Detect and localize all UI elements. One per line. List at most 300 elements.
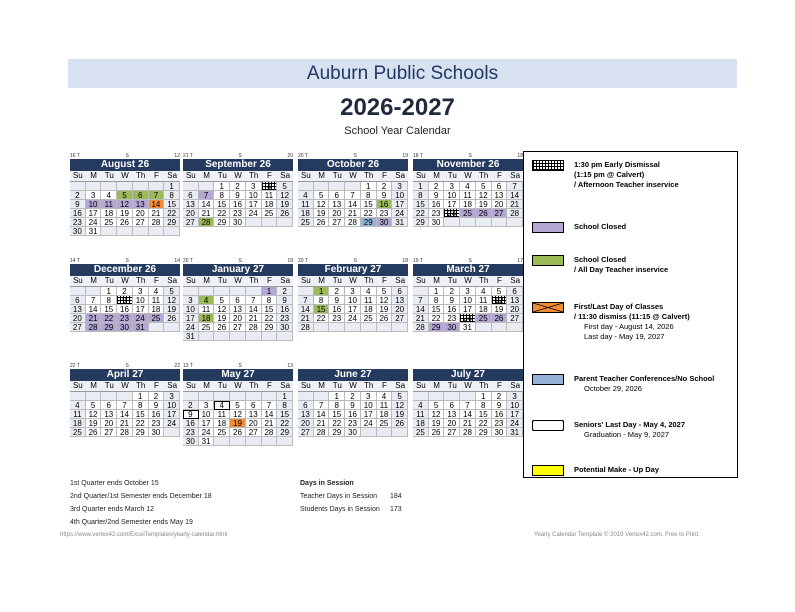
day-cell[interactable]: 29 bbox=[277, 428, 293, 437]
day-cell[interactable]: 1 bbox=[262, 287, 278, 296]
day-cell[interactable]: 9 bbox=[183, 410, 199, 419]
day-cell[interactable]: 13 bbox=[101, 410, 117, 419]
day-cell[interactable]: 22 bbox=[429, 314, 445, 323]
day-cell[interactable]: 23 bbox=[70, 218, 86, 227]
day-cell[interactable]: 13 bbox=[246, 410, 262, 419]
day-cell[interactable]: 30 bbox=[492, 428, 508, 437]
day-cell[interactable]: 16 bbox=[230, 200, 246, 209]
day-cell[interactable]: 29 bbox=[101, 323, 117, 332]
day-cell[interactable]: 3 bbox=[392, 182, 408, 191]
day-cell[interactable]: 10 bbox=[444, 191, 460, 200]
day-cell[interactable]: 8 bbox=[361, 191, 377, 200]
day-cell[interactable]: 20 bbox=[230, 314, 246, 323]
day-cell[interactable]: 9 bbox=[429, 191, 445, 200]
day-cell[interactable]: 18 bbox=[262, 200, 278, 209]
day-cell[interactable]: 20 bbox=[133, 209, 149, 218]
day-cell[interactable]: 21 bbox=[262, 419, 278, 428]
day-cell[interactable]: 10 bbox=[199, 410, 215, 419]
day-cell[interactable]: 3 bbox=[507, 392, 523, 401]
day-cell[interactable]: 28 bbox=[413, 323, 429, 332]
day-cell[interactable]: 23 bbox=[329, 314, 345, 323]
day-cell[interactable]: 8 bbox=[476, 401, 492, 410]
day-cell[interactable]: 15 bbox=[329, 410, 345, 419]
day-cell[interactable]: 19 bbox=[277, 200, 293, 209]
day-cell[interactable]: 16 bbox=[492, 410, 508, 419]
day-cell[interactable]: 7 bbox=[199, 191, 215, 200]
day-cell[interactable]: 7 bbox=[507, 182, 523, 191]
day-cell[interactable]: 12 bbox=[86, 410, 102, 419]
day-cell[interactable]: 4 bbox=[476, 287, 492, 296]
day-cell[interactable]: 5 bbox=[392, 392, 408, 401]
day-cell[interactable]: 1 bbox=[413, 182, 429, 191]
day-cell[interactable]: 23 bbox=[230, 209, 246, 218]
day-cell[interactable]: 19 bbox=[377, 305, 393, 314]
day-cell[interactable]: 31 bbox=[507, 428, 523, 437]
day-cell[interactable]: 14 bbox=[262, 410, 278, 419]
day-cell[interactable]: 20 bbox=[101, 419, 117, 428]
day-cell[interactable]: 7 bbox=[413, 296, 429, 305]
day-cell[interactable]: 4 bbox=[101, 191, 117, 200]
day-cell[interactable]: 5 bbox=[429, 401, 445, 410]
day-cell[interactable]: 28 bbox=[460, 428, 476, 437]
day-cell[interactable]: 11 bbox=[298, 200, 314, 209]
day-cell[interactable]: 4 bbox=[262, 182, 278, 191]
day-cell[interactable]: 29 bbox=[476, 428, 492, 437]
day-cell[interactable]: 4 bbox=[149, 287, 165, 296]
day-cell[interactable]: 1 bbox=[429, 287, 445, 296]
day-cell[interactable]: 10 bbox=[133, 296, 149, 305]
day-cell[interactable]: 8 bbox=[164, 191, 180, 200]
day-cell[interactable]: 23 bbox=[277, 314, 293, 323]
day-cell[interactable]: 1 bbox=[164, 182, 180, 191]
day-cell[interactable]: 23 bbox=[492, 419, 508, 428]
day-cell[interactable]: 10 bbox=[361, 401, 377, 410]
day-cell[interactable]: 14 bbox=[413, 305, 429, 314]
day-cell[interactable]: 10 bbox=[392, 191, 408, 200]
day-cell[interactable]: 17 bbox=[183, 314, 199, 323]
day-cell[interactable]: 27 bbox=[133, 218, 149, 227]
day-cell[interactable]: 7 bbox=[298, 296, 314, 305]
day-cell[interactable]: 3 bbox=[86, 191, 102, 200]
day-cell[interactable]: 18 bbox=[476, 305, 492, 314]
day-cell[interactable]: 30 bbox=[377, 218, 393, 227]
day-cell[interactable]: 12 bbox=[392, 401, 408, 410]
day-cell[interactable]: 17 bbox=[133, 305, 149, 314]
day-cell[interactable]: 12 bbox=[492, 296, 508, 305]
day-cell[interactable]: 25 bbox=[377, 419, 393, 428]
day-cell[interactable]: 30 bbox=[70, 227, 86, 236]
day-cell[interactable]: 11 bbox=[377, 401, 393, 410]
day-cell[interactable]: 18 bbox=[413, 419, 429, 428]
day-cell[interactable]: 21 bbox=[460, 419, 476, 428]
day-cell[interactable]: 3 bbox=[133, 287, 149, 296]
day-cell[interactable]: 26 bbox=[86, 428, 102, 437]
day-cell[interactable]: 14 bbox=[460, 410, 476, 419]
day-cell[interactable]: 5 bbox=[476, 182, 492, 191]
day-cell[interactable]: 7 bbox=[246, 296, 262, 305]
day-cell[interactable]: 3 bbox=[246, 182, 262, 191]
day-cell[interactable]: 18 bbox=[70, 419, 86, 428]
day-cell[interactable]: 16 bbox=[345, 410, 361, 419]
day-cell[interactable]: 18 bbox=[101, 209, 117, 218]
day-cell[interactable]: 18 bbox=[361, 305, 377, 314]
day-cell[interactable]: 25 bbox=[413, 428, 429, 437]
day-cell[interactable]: 13 bbox=[133, 200, 149, 209]
day-cell[interactable]: 13 bbox=[444, 410, 460, 419]
day-cell[interactable]: 23 bbox=[117, 314, 133, 323]
day-cell[interactable]: 11 bbox=[361, 296, 377, 305]
day-cell[interactable]: 8 bbox=[413, 191, 429, 200]
day-cell[interactable]: 14 bbox=[314, 410, 330, 419]
day-cell[interactable]: 1 bbox=[314, 287, 330, 296]
day-cell[interactable]: 31 bbox=[199, 437, 215, 446]
day-cell[interactable]: 30 bbox=[429, 218, 445, 227]
day-cell[interactable]: 9 bbox=[70, 200, 86, 209]
day-cell[interactable]: 18 bbox=[199, 314, 215, 323]
day-cell[interactable]: 10 bbox=[86, 200, 102, 209]
day-cell[interactable]: 28 bbox=[199, 218, 215, 227]
day-cell[interactable]: 17 bbox=[507, 410, 523, 419]
day-cell[interactable]: 2 bbox=[183, 401, 199, 410]
day-cell[interactable]: 13 bbox=[392, 296, 408, 305]
day-cell[interactable]: 16 bbox=[429, 200, 445, 209]
day-cell[interactable]: 25 bbox=[199, 323, 215, 332]
day-cell[interactable]: 6 bbox=[329, 191, 345, 200]
day-cell[interactable]: 31 bbox=[133, 323, 149, 332]
day-cell[interactable]: 11 bbox=[149, 296, 165, 305]
day-cell[interactable]: 19 bbox=[230, 419, 246, 428]
day-cell[interactable]: 2 bbox=[70, 191, 86, 200]
day-cell[interactable]: 22 bbox=[476, 419, 492, 428]
day-cell[interactable]: 13 bbox=[298, 410, 314, 419]
day-cell[interactable]: 28 bbox=[86, 323, 102, 332]
day-cell[interactable]: 10 bbox=[183, 305, 199, 314]
day-cell[interactable]: 5 bbox=[86, 401, 102, 410]
day-cell[interactable]: 3 bbox=[444, 182, 460, 191]
day-cell[interactable]: 26 bbox=[164, 314, 180, 323]
day-cell[interactable]: 24 bbox=[345, 314, 361, 323]
day-cell[interactable]: 27 bbox=[298, 428, 314, 437]
day-cell[interactable]: 5 bbox=[492, 287, 508, 296]
day-cell[interactable]: 25 bbox=[149, 314, 165, 323]
day-cell[interactable]: 6 bbox=[101, 401, 117, 410]
day-cell[interactable]: 11 bbox=[214, 410, 230, 419]
day-cell[interactable]: 3 bbox=[164, 392, 180, 401]
day-cell[interactable]: 25 bbox=[298, 218, 314, 227]
day-cell[interactable]: 6 bbox=[70, 296, 86, 305]
day-cell[interactable]: 19 bbox=[492, 305, 508, 314]
day-cell[interactable]: 28 bbox=[298, 323, 314, 332]
day-cell[interactable]: 30 bbox=[345, 428, 361, 437]
day-cell[interactable]: 21 bbox=[507, 200, 523, 209]
day-cell[interactable]: 20 bbox=[183, 209, 199, 218]
day-cell[interactable]: 2 bbox=[230, 182, 246, 191]
day-cell[interactable]: 8 bbox=[101, 296, 117, 305]
day-cell[interactable]: 22 bbox=[277, 419, 293, 428]
day-cell[interactable]: 15 bbox=[476, 410, 492, 419]
day-cell[interactable]: 4 bbox=[298, 191, 314, 200]
day-cell[interactable]: 21 bbox=[413, 314, 429, 323]
day-cell[interactable]: 26 bbox=[314, 218, 330, 227]
day-cell[interactable]: 28 bbox=[149, 218, 165, 227]
day-cell[interactable]: 31 bbox=[392, 218, 408, 227]
day-cell[interactable]: 28 bbox=[345, 218, 361, 227]
day-cell[interactable]: 26 bbox=[277, 209, 293, 218]
day-cell[interactable]: 12 bbox=[117, 200, 133, 209]
day-cell[interactable]: 7 bbox=[345, 191, 361, 200]
day-cell[interactable]: 9 bbox=[230, 191, 246, 200]
day-cell[interactable]: 18 bbox=[298, 209, 314, 218]
day-cell[interactable]: 5 bbox=[377, 287, 393, 296]
day-cell[interactable]: 28 bbox=[262, 428, 278, 437]
day-cell[interactable]: 6 bbox=[230, 296, 246, 305]
day-cell[interactable]: 8 bbox=[314, 296, 330, 305]
day-cell[interactable]: 13 bbox=[329, 200, 345, 209]
day-cell[interactable]: 19 bbox=[476, 200, 492, 209]
day-cell[interactable]: 15 bbox=[214, 200, 230, 209]
day-cell[interactable]: 2 bbox=[329, 287, 345, 296]
day-cell[interactable]: 29 bbox=[262, 323, 278, 332]
day-cell[interactable]: 16 bbox=[117, 305, 133, 314]
day-cell[interactable]: 21 bbox=[117, 419, 133, 428]
day-cell[interactable]: 14 bbox=[117, 410, 133, 419]
day-cell[interactable]: 20 bbox=[298, 419, 314, 428]
day-cell[interactable]: 17 bbox=[86, 209, 102, 218]
day-cell[interactable]: 10 bbox=[246, 191, 262, 200]
day-cell[interactable]: 8 bbox=[133, 401, 149, 410]
day-cell[interactable]: 31 bbox=[86, 227, 102, 236]
day-cell[interactable]: 9 bbox=[345, 401, 361, 410]
day-cell[interactable]: 5 bbox=[214, 296, 230, 305]
day-cell[interactable]: 16 bbox=[183, 419, 199, 428]
day-cell[interactable]: 14 bbox=[345, 200, 361, 209]
day-cell[interactable]: 11 bbox=[476, 296, 492, 305]
day-cell[interactable]: 16 bbox=[149, 410, 165, 419]
day-cell[interactable]: 20 bbox=[492, 200, 508, 209]
day-cell[interactable]: 4 bbox=[377, 392, 393, 401]
day-cell[interactable]: 14 bbox=[199, 200, 215, 209]
day-cell[interactable]: 5 bbox=[314, 191, 330, 200]
day-cell[interactable]: 16 bbox=[444, 305, 460, 314]
day-cell[interactable]: 17 bbox=[164, 410, 180, 419]
day-cell[interactable]: 13 bbox=[230, 305, 246, 314]
day-cell[interactable]: 6 bbox=[246, 401, 262, 410]
day-cell[interactable]: 6 bbox=[133, 191, 149, 200]
day-cell[interactable]: 31 bbox=[460, 323, 476, 332]
day-cell[interactable]: 29 bbox=[164, 218, 180, 227]
day-cell[interactable]: 21 bbox=[298, 314, 314, 323]
day-cell[interactable]: 8 bbox=[429, 296, 445, 305]
day-cell[interactable]: 15 bbox=[277, 410, 293, 419]
day-cell[interactable]: 3 bbox=[361, 392, 377, 401]
day-cell[interactable]: 15 bbox=[262, 305, 278, 314]
day-cell[interactable]: 14 bbox=[507, 191, 523, 200]
day-cell[interactable]: 1 bbox=[329, 392, 345, 401]
day-cell[interactable]: 15 bbox=[101, 305, 117, 314]
day-cell[interactable]: 16 bbox=[377, 200, 393, 209]
day-cell[interactable]: 27 bbox=[492, 209, 508, 218]
day-cell[interactable]: 9 bbox=[329, 296, 345, 305]
day-cell[interactable]: 6 bbox=[183, 191, 199, 200]
day-cell[interactable]: 22 bbox=[101, 314, 117, 323]
day-cell[interactable]: 27 bbox=[70, 323, 86, 332]
day-cell[interactable]: 15 bbox=[133, 410, 149, 419]
day-cell[interactable]: 28 bbox=[246, 323, 262, 332]
day-cell[interactable]: 5 bbox=[230, 401, 246, 410]
day-cell[interactable]: 11 bbox=[199, 305, 215, 314]
day-cell[interactable]: 18 bbox=[214, 419, 230, 428]
day-cell[interactable]: 23 bbox=[444, 314, 460, 323]
day-cell[interactable]: 22 bbox=[164, 209, 180, 218]
day-cell[interactable]: 6 bbox=[392, 287, 408, 296]
day-cell[interactable]: 27 bbox=[246, 428, 262, 437]
day-cell[interactable]: 26 bbox=[429, 428, 445, 437]
day-cell[interactable]: 24 bbox=[199, 428, 215, 437]
day-cell[interactable]: 1 bbox=[101, 287, 117, 296]
day-cell[interactable]: 9 bbox=[149, 401, 165, 410]
day-cell[interactable]: 20 bbox=[507, 305, 523, 314]
day-cell[interactable]: 23 bbox=[183, 428, 199, 437]
day-cell[interactable]: 30 bbox=[230, 218, 246, 227]
day-cell[interactable]: 1 bbox=[133, 392, 149, 401]
day-cell[interactable]: 23 bbox=[149, 419, 165, 428]
day-cell[interactable]: 1 bbox=[214, 182, 230, 191]
day-cell[interactable]: 24 bbox=[133, 314, 149, 323]
day-cell[interactable]: 21 bbox=[246, 314, 262, 323]
day-cell[interactable]: 23 bbox=[429, 209, 445, 218]
day-cell[interactable]: 10 bbox=[507, 401, 523, 410]
day-cell[interactable]: 19 bbox=[117, 209, 133, 218]
day-cell[interactable]: 11 bbox=[460, 191, 476, 200]
day-cell[interactable]: 22 bbox=[413, 209, 429, 218]
day-cell[interactable]: 4 bbox=[199, 296, 215, 305]
day-cell[interactable]: 14 bbox=[86, 305, 102, 314]
day-cell[interactable]: 29 bbox=[429, 323, 445, 332]
day-cell[interactable]: 23 bbox=[377, 209, 393, 218]
day-cell[interactable]: 19 bbox=[392, 410, 408, 419]
day-cell[interactable]: 28 bbox=[314, 428, 330, 437]
day-cell[interactable]: 17 bbox=[392, 200, 408, 209]
day-cell[interactable]: 4 bbox=[460, 182, 476, 191]
day-cell[interactable]: 18 bbox=[377, 410, 393, 419]
day-cell[interactable]: 2 bbox=[492, 392, 508, 401]
day-cell[interactable]: 22 bbox=[314, 314, 330, 323]
day-cell[interactable]: 25 bbox=[70, 428, 86, 437]
day-cell[interactable]: 9 bbox=[492, 401, 508, 410]
day-cell[interactable]: 13 bbox=[492, 191, 508, 200]
day-cell[interactable]: 15 bbox=[429, 305, 445, 314]
day-cell[interactable]: 25 bbox=[361, 314, 377, 323]
day-cell[interactable]: 16 bbox=[70, 209, 86, 218]
day-cell[interactable]: 7 bbox=[460, 401, 476, 410]
day-cell[interactable]: 29 bbox=[329, 428, 345, 437]
day-cell[interactable]: 17 bbox=[444, 200, 460, 209]
day-cell[interactable]: 24 bbox=[392, 209, 408, 218]
day-cell[interactable]: 1 bbox=[361, 182, 377, 191]
day-cell[interactable]: 7 bbox=[117, 401, 133, 410]
day-cell[interactable]: 26 bbox=[377, 314, 393, 323]
day-cell[interactable]: 22 bbox=[329, 419, 345, 428]
day-cell[interactable]: 29 bbox=[214, 218, 230, 227]
day-cell[interactable]: 27 bbox=[183, 218, 199, 227]
day-cell[interactable]: 27 bbox=[444, 428, 460, 437]
day-cell[interactable]: 25 bbox=[214, 428, 230, 437]
day-cell[interactable]: 20 bbox=[444, 419, 460, 428]
day-cell[interactable]: 8 bbox=[277, 401, 293, 410]
day-cell[interactable]: 29 bbox=[361, 218, 377, 227]
day-cell[interactable]: 20 bbox=[246, 419, 262, 428]
day-cell[interactable]: 22 bbox=[361, 209, 377, 218]
day-cell[interactable]: 19 bbox=[429, 419, 445, 428]
day-cell[interactable]: 16 bbox=[277, 305, 293, 314]
day-cell[interactable]: 30 bbox=[149, 428, 165, 437]
day-cell[interactable]: 26 bbox=[492, 314, 508, 323]
day-cell[interactable]: 27 bbox=[101, 428, 117, 437]
day-cell[interactable]: 7 bbox=[262, 401, 278, 410]
day-cell[interactable]: 22 bbox=[262, 314, 278, 323]
day-cell[interactable]: 3 bbox=[460, 287, 476, 296]
day-cell[interactable]: 26 bbox=[230, 428, 246, 437]
day-cell[interactable]: 18 bbox=[460, 200, 476, 209]
day-cell[interactable]: 15 bbox=[314, 305, 330, 314]
day-cell[interactable]: 2 bbox=[117, 287, 133, 296]
day-cell[interactable]: 19 bbox=[86, 419, 102, 428]
day-cell[interactable]: 26 bbox=[214, 323, 230, 332]
day-cell[interactable]: 21 bbox=[199, 209, 215, 218]
day-cell[interactable]: 25 bbox=[262, 209, 278, 218]
day-cell[interactable]: 17 bbox=[460, 305, 476, 314]
day-cell[interactable]: 30 bbox=[183, 437, 199, 446]
day-cell[interactable]: 1 bbox=[476, 392, 492, 401]
day-cell[interactable]: 10 bbox=[164, 401, 180, 410]
day-cell[interactable]: 12 bbox=[277, 191, 293, 200]
day-cell[interactable]: 25 bbox=[460, 209, 476, 218]
day-cell[interactable]: 24 bbox=[361, 419, 377, 428]
day-cell[interactable]: 26 bbox=[476, 209, 492, 218]
day-cell[interactable]: 28 bbox=[117, 428, 133, 437]
day-cell[interactable]: 27 bbox=[392, 314, 408, 323]
day-cell[interactable]: 2 bbox=[377, 182, 393, 191]
day-cell[interactable]: 13 bbox=[507, 296, 523, 305]
day-cell[interactable]: 24 bbox=[507, 419, 523, 428]
day-cell[interactable]: 29 bbox=[133, 428, 149, 437]
day-cell[interactable]: 12 bbox=[314, 200, 330, 209]
day-cell[interactable]: 11 bbox=[413, 410, 429, 419]
day-cell[interactable]: 2 bbox=[277, 287, 293, 296]
day-cell[interactable]: 14 bbox=[246, 305, 262, 314]
day-cell[interactable]: 6 bbox=[507, 287, 523, 296]
day-cell[interactable]: 8 bbox=[262, 296, 278, 305]
day-cell[interactable]: 11 bbox=[70, 410, 86, 419]
day-cell[interactable]: 15 bbox=[413, 200, 429, 209]
day-cell[interactable]: 9 bbox=[444, 296, 460, 305]
day-cell[interactable]: 15 bbox=[361, 200, 377, 209]
day-cell[interactable]: 3 bbox=[345, 287, 361, 296]
day-cell[interactable]: 18 bbox=[149, 305, 165, 314]
day-cell[interactable]: 13 bbox=[70, 305, 86, 314]
footer-url[interactable]: https://www.vertex42.com/ExcelTemplates/yearly-calendar.html bbox=[60, 532, 228, 538]
day-cell[interactable]: 21 bbox=[86, 314, 102, 323]
day-cell[interactable]: 13 bbox=[183, 200, 199, 209]
day-cell[interactable]: 4 bbox=[214, 401, 230, 410]
day-cell[interactable]: 3 bbox=[199, 401, 215, 410]
day-cell[interactable]: 12 bbox=[429, 410, 445, 419]
day-cell[interactable]: 20 bbox=[329, 209, 345, 218]
day-cell[interactable]: 4 bbox=[361, 287, 377, 296]
day-cell[interactable]: 19 bbox=[214, 314, 230, 323]
day-cell[interactable]: 20 bbox=[392, 305, 408, 314]
day-cell[interactable]: 24 bbox=[246, 209, 262, 218]
